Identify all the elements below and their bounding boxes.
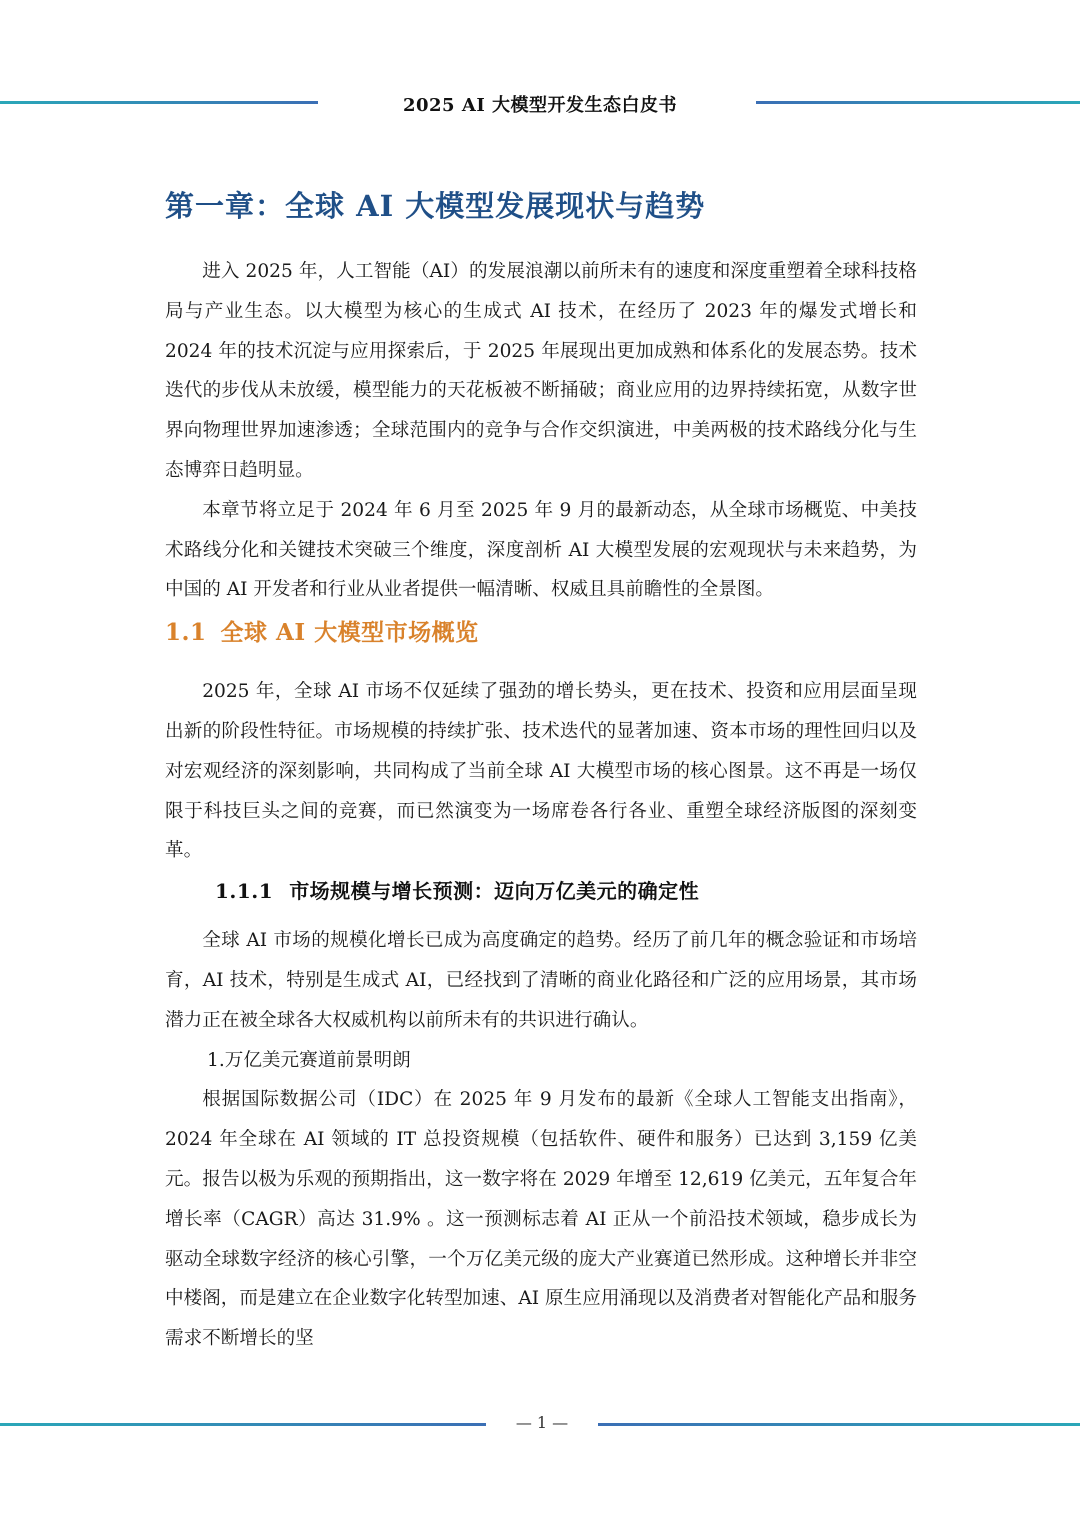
subsection-title: 市场规模与增长预测：迈向万亿美元的确定性	[289, 879, 700, 904]
footer-rule-left	[0, 1423, 486, 1426]
section-title: 全球 AI 大模型市场概览	[220, 619, 479, 647]
section-1-1-paragraph: 2025 年，全球 AI 市场不仅延续了强劲的增长势头，更在技术、投资和应用层面呈现出新的阶段性特征。市场规模的持续扩张、技术迭代的显著加速、资本市场的理性回归以及对宏观经济的深刻影响，共同构成了当前全球 AI 大模型市场的核心图景。这不再是一场仅限于科技巨头之间的竞赛，而已然演变为一场席卷各行各业、重塑全球经济版图的深刻变革。	[165, 681, 917, 862]
page-header	[0, 86, 1080, 122]
section-1-1-1-paragraph-2: 根据国际数据公司（IDC）在 2025 年 9 月发布的最新《全球人工智能支出指南》，2024 年全球在 AI 领域的 IT 总投资规模（包括软件、硬件和服务）已达到 3,159 亿美元。报告以极为乐观的预期指出，这一数字将在 2029 年增至 12,619 亿美元，五年复合年增长率（CAGR）高达 31.9% 。这一预测标志着 AI 正从一个前沿技术领域，稳步成长为驱动全球数字经济的核心引擎，一个万亿美元级的庞大产业赛道已然形成。这种增长并非空中楼阁，而是建立在企业数字化转型加速、AI 原生应用涌现以及消费者对智能化产品和服务需求不断增长的坚	[165, 1089, 917, 1350]
header-rule-left	[0, 101, 318, 104]
subsection-number: 1.1.1	[215, 879, 274, 904]
intro-paragraph-2: 本章节将立足于 2024 年 6 月至 2025 年 9 月的最新动态，从全球市场概览、中美技术路线分化和关键技术突破三个维度，深度剖析 AI 大模型发展的宏观现状与未来趋势，为中国的 AI 开发者和行业从业者提供一幅清晰、权威且具前瞻性的全景图。	[165, 499, 917, 601]
section-1-1-1-paragraph-1: 全球 AI 市场的规模化增长已成为高度确定的趋势。经历了前几年的概念验证和市场培育，AI 技术，特别是生成式 AI，已经找到了清晰的商业化路径和广泛的应用场景，其市场潜力正在被全球各大权威机构以前所未有的共识进行确认。	[165, 930, 917, 1031]
chapter-title: 第一章：全球 AI 大模型发展现状与趋势	[165, 189, 706, 223]
page-number: — 1 —	[515, 1413, 569, 1432]
footer-rule-right	[598, 1423, 1080, 1426]
section-heading-1-1-1	[165, 871, 917, 911]
main-content	[165, 178, 917, 1359]
header-rule-right	[756, 101, 1080, 104]
section-heading-1-1	[165, 610, 917, 656]
page-footer	[0, 1410, 1080, 1440]
numbered-subheading: 1.万亿美元赛道前景明朗	[207, 1049, 411, 1071]
header-title: 2025 AI 大模型开发生态白皮书	[402, 95, 677, 116]
intro-paragraph-1: 进入 2025 年，人工智能（AI）的发展浪潮以前所未有的速度和深度重塑着全球科技格局与产业生态。以大模型为核心的生成式 AI 技术，在经历了 2023 年的爆发式增长和 2024 年的技术沉淀与应用探索后，于 2025 年展现出更加成熟和体系化的发展态势。技术迭代的步伐从未放缓，模型能力的天花板被不断捅破；商业应用的边界持续拓宽，从数字世界向物理世界加速渗透；全球范围内的竞争与合作交织演进，中美两极的技术路线分化与生态博弈日趋明显。	[165, 261, 917, 481]
section-number: 1.1	[165, 619, 207, 647]
